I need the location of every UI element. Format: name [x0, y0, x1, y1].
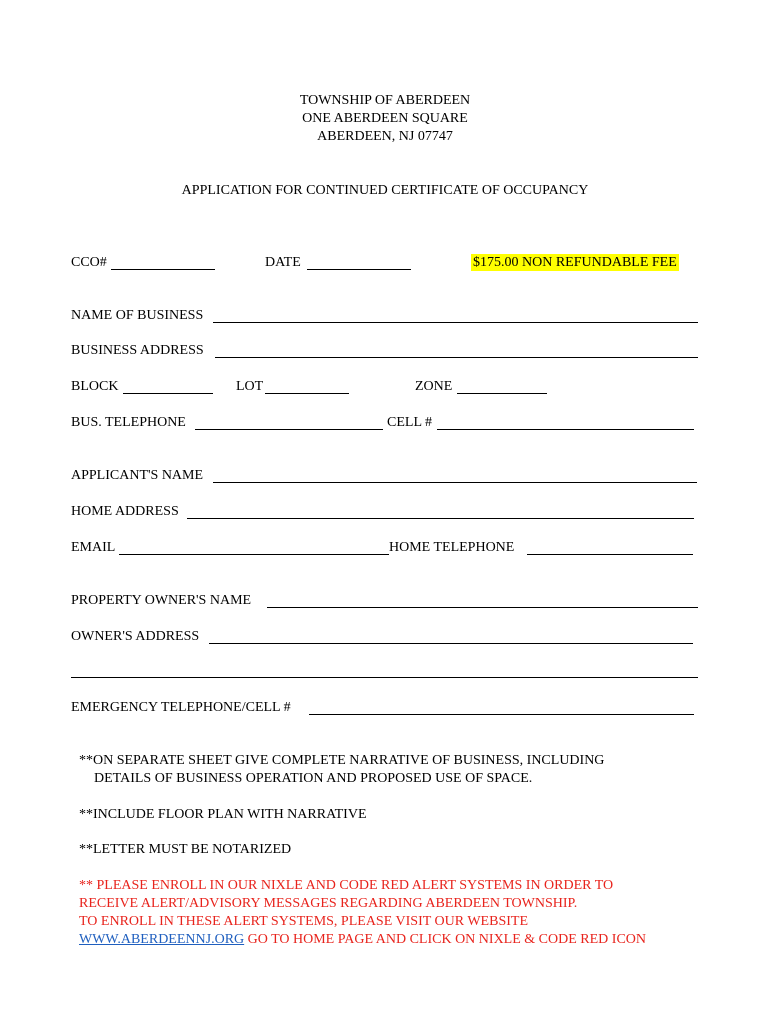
emergency-field[interactable] — [309, 714, 694, 715]
cco-row — [71, 254, 701, 272]
home-address-row — [71, 503, 701, 521]
date-field[interactable] — [307, 269, 411, 270]
home-telephone-label: HOME TELEPHONE — [389, 540, 515, 555]
home-address-field[interactable] — [187, 518, 694, 519]
alert-line-2: RECEIVE ALERT/ADVISORY MESSAGES REGARDING ABERDEEN TOWNSHIP. — [79, 896, 578, 911]
township-city: ABERDEEN, NJ 07747 — [317, 129, 453, 144]
block-lot-zone-row — [71, 378, 701, 396]
date-label: DATE — [265, 255, 301, 270]
business-name-row — [71, 307, 701, 325]
owner-name-field[interactable] — [267, 607, 698, 608]
telephone-row — [71, 414, 701, 432]
alert-line-4 — [79, 931, 646, 948]
applicant-name-field[interactable] — [213, 482, 697, 483]
cco-label: CCO# — [71, 255, 107, 270]
block-field[interactable] — [123, 393, 213, 394]
emergency-label: EMERGENCY TELEPHONE/CELL # — [71, 700, 291, 715]
cco-field[interactable] — [111, 269, 215, 270]
applicant-name-label: APPLICANT'S NAME — [71, 468, 204, 483]
township-name: TOWNSHIP OF ABERDEEN — [299, 93, 471, 108]
business-address-label: BUSINESS ADDRESS — [71, 343, 204, 358]
bus-telephone-field[interactable] — [195, 429, 383, 430]
fee-notice: $175.00 NON REFUNDABLE FEE — [473, 255, 677, 270]
owner-address-row — [71, 628, 701, 646]
narrative-note: **ON SEPARATE SHEET GIVE COMPLETE NARRATIVE OF BUSINESS, INCLUDING — [79, 753, 605, 768]
alert-line-3: TO ENROLL IN THESE ALERT SYSTEMS, PLEASE VISIT OUR WEBSITE — [79, 914, 528, 929]
zone-label: ZONE — [415, 379, 453, 394]
email-label: EMAIL — [71, 540, 116, 555]
form-title: APPLICATION FOR CONTINUED CERTIFICATE OF OCCUPANCY — [181, 183, 589, 198]
alert-line-1: ** PLEASE ENROLL IN OUR NIXLE AND CODE RED ALERT SYSTEMS IN ORDER TO — [79, 878, 614, 893]
applicant-name-row — [71, 467, 701, 485]
lot-field[interactable] — [265, 393, 349, 394]
owner-address-field[interactable] — [209, 643, 693, 644]
email-row — [71, 539, 701, 557]
block-label: BLOCK — [71, 379, 119, 394]
website-link[interactable]: WWW.ABERDEENNJ.ORG — [79, 932, 245, 947]
lot-label: LOT — [236, 379, 264, 394]
cell-field[interactable] — [437, 429, 694, 430]
owner-address-continuation-field[interactable] — [71, 677, 698, 678]
owner-address-label: OWNER'S ADDRESS — [71, 629, 200, 644]
business-name-label: NAME OF BUSINESS — [71, 308, 204, 323]
business-name-field[interactable] — [213, 322, 698, 323]
email-field[interactable] — [119, 554, 389, 555]
narrative-note-continued: DETAILS OF BUSINESS OPERATION AND PROPOSED USE OF SPACE. — [94, 771, 533, 786]
emergency-row — [71, 699, 701, 717]
bus-telephone-label: BUS. TELEPHONE — [71, 415, 186, 430]
alert-line-4-text: GO TO HOME PAGE AND CLICK ON NIXLE & CODE RED ICON — [244, 932, 646, 947]
notarized-note: **LETTER MUST BE NOTARIZED — [79, 842, 292, 857]
home-address-label: HOME ADDRESS — [71, 504, 179, 519]
business-address-field[interactable] — [215, 357, 698, 358]
zone-field[interactable] — [457, 393, 547, 394]
owner-name-row — [71, 592, 701, 610]
owner-name-label: PROPERTY OWNER'S NAME — [71, 593, 252, 608]
business-address-row — [71, 342, 701, 360]
floor-plan-note: **INCLUDE FLOOR PLAN WITH NARRATIVE — [79, 807, 367, 822]
cell-label: CELL # — [387, 415, 432, 430]
township-street: ONE ABERDEEN SQUARE — [302, 111, 468, 126]
home-telephone-field[interactable] — [527, 554, 693, 555]
